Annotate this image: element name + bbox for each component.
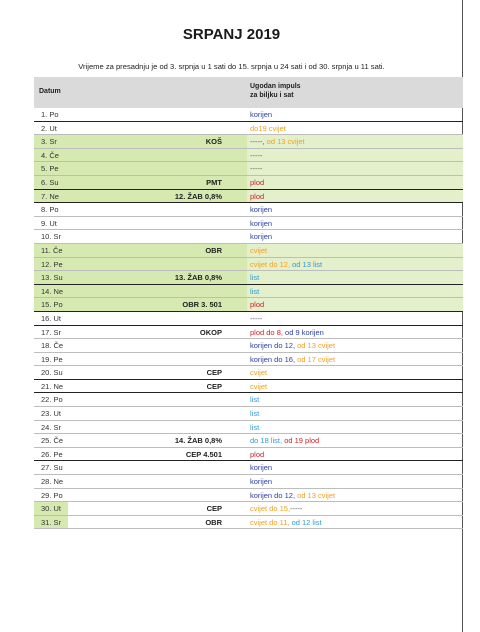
impulse-value: [250, 339, 463, 352]
impulse-part: list: [250, 409, 260, 419]
day-label: 9. Ut: [41, 218, 57, 228]
table-row: [34, 380, 463, 394]
impulse-value: [250, 285, 463, 298]
day-label: 17. Sr: [41, 327, 62, 337]
impulse-value: [250, 203, 463, 216]
treatment-mark: CEP: [206, 504, 222, 514]
impulse-value: [250, 258, 463, 271]
impulse-part: cvijet: [250, 368, 268, 378]
treatment-mark: OKOP: [199, 327, 222, 337]
impulse-value: [250, 502, 463, 515]
table-row: [34, 407, 463, 421]
impulse-value: [250, 516, 463, 529]
table-row: [34, 516, 463, 530]
impulse-part: -----,: [250, 137, 267, 147]
page-title: SRPANJ 2019: [182, 26, 281, 43]
impulse-part: cvijet: [250, 245, 268, 255]
day-label: 27. Su: [41, 463, 63, 473]
impulse-part: plod: [250, 177, 265, 187]
impulse-part: od 13 cvijet: [297, 341, 336, 351]
day-label: 8. Po: [41, 205, 59, 215]
impulse-part: od 19 plod: [284, 436, 320, 446]
treatment-mark: PMT: [206, 177, 222, 187]
table-row: [34, 230, 463, 244]
header-impulse-line1: Ugodan impuls: [250, 83, 301, 90]
impulse-value: [250, 149, 463, 162]
table-row: [34, 217, 463, 231]
impulse-part: -----: [250, 150, 263, 160]
impulse-part: cvijet do 12,: [250, 259, 293, 269]
day-label: 20. Su: [41, 368, 63, 378]
table-row: [34, 312, 463, 326]
table-row: [34, 162, 463, 176]
treatment-mark: OBR: [205, 517, 222, 527]
impulse-part: do19 cvijet: [250, 123, 286, 133]
impulse-part: plod do 8,: [250, 327, 286, 337]
table-row: [34, 203, 463, 217]
table-row: [34, 366, 463, 380]
impulse-value: [250, 122, 463, 135]
impulse-part: -----: [250, 313, 263, 323]
day-label: 29. Po: [41, 490, 63, 500]
impulse-part: korijen do 12,: [250, 490, 298, 500]
impulse-part: od 13 list: [292, 259, 323, 269]
day-label: 1. Po: [41, 110, 59, 119]
table-row: [34, 475, 463, 489]
treatment-mark: 13. ŽAB 0,8%: [174, 273, 222, 283]
day-label: 7. Ne: [41, 191, 59, 201]
day-label: 3. Sr: [41, 137, 57, 147]
impulse-part: korijen: [250, 477, 273, 487]
impulse-value: [250, 298, 463, 311]
table-row: [34, 421, 463, 435]
day-label: 4. Če: [41, 150, 59, 160]
day-label: 14. Ne: [41, 286, 64, 296]
impulse-value: [250, 475, 463, 488]
impulse-value: [250, 461, 463, 474]
impulse-part: list: [250, 286, 260, 296]
impulse-part: korijen: [250, 218, 273, 228]
impulse-part: korijen: [250, 205, 273, 215]
treatment-mark: OBR: [205, 245, 222, 255]
table-row: [34, 244, 463, 258]
impulse-value: [250, 108, 463, 121]
table-row: [34, 190, 463, 204]
impulse-value: [250, 230, 463, 243]
day-label: 21. Ne: [41, 381, 64, 391]
calendar-table: [34, 77, 463, 529]
impulse-value: [250, 393, 463, 406]
day-label: 26. Pe: [41, 449, 63, 459]
day-label: 16. Ut: [41, 313, 62, 323]
table-row: [34, 393, 463, 407]
day-label: 13. Su: [41, 273, 63, 283]
table-row: [34, 326, 463, 340]
treatment-mark: 12. ŽAB 0,8%: [174, 191, 222, 201]
treatment-mark: OBR 3. 501: [182, 300, 222, 310]
impulse-value: [250, 421, 463, 434]
table-row: [34, 258, 463, 272]
day-label: 2. Ut: [41, 123, 57, 133]
impulse-value: [250, 217, 463, 230]
table-row: [34, 298, 463, 312]
table-row: [34, 489, 463, 503]
treatment-mark: CEP: [206, 368, 222, 378]
transplant-note: Vrijeme za presadnju je od 3. srpnja u 1 sati do 15. srpnja u 24 sati i od 30. srpnja u 11 sati.: [78, 62, 385, 71]
table-row: [34, 135, 463, 149]
impulse-part: plod: [250, 449, 265, 459]
table-row: [34, 434, 463, 448]
day-label: 25. Če: [41, 436, 64, 446]
impulse-value: [250, 271, 463, 284]
impulse-value: [250, 244, 463, 257]
impulse-part: od 13 cvijet: [266, 137, 305, 147]
impulse-part: list: [250, 273, 260, 283]
impulse-value: [250, 162, 463, 175]
impulse-value: [250, 489, 463, 502]
header-date: Datum: [39, 88, 61, 95]
table-row: [34, 353, 463, 367]
table-row: [34, 176, 463, 190]
day-label: 10. Sr: [41, 232, 62, 242]
table-row: [34, 448, 463, 462]
impulse-value: [250, 312, 463, 325]
impulse-value: [250, 190, 463, 203]
day-label: 18. Če: [41, 341, 64, 351]
impulse-value: [250, 448, 463, 461]
impulse-value: [250, 434, 463, 447]
impulse-value: [250, 407, 463, 420]
impulse-part: od 17 cvijet: [297, 354, 336, 364]
treatment-mark: KOŠ: [205, 137, 222, 147]
impulse-value: [250, 366, 463, 379]
table-row: [34, 271, 463, 285]
day-label: 11. Če: [41, 245, 63, 255]
impulse-part: do 18 list,: [250, 436, 285, 446]
header-impulse-line2: za biljku i sat: [250, 92, 294, 99]
table-row: [34, 149, 463, 163]
day-label: 31. Sr: [34, 516, 68, 529]
impulse-part: list: [250, 422, 260, 432]
day-label: 6. Su: [41, 177, 59, 187]
impulse-part: cvijet: [250, 381, 268, 391]
impulse-part: korijen: [250, 110, 273, 119]
header-impulse: [250, 82, 301, 100]
impulse-part: cvijet do 15,: [250, 504, 291, 514]
impulse-part: korijen: [250, 463, 273, 473]
day-label: 22. Po: [41, 395, 63, 405]
impulse-part: plod: [250, 191, 265, 201]
impulse-part: cvijet do 11,: [250, 517, 292, 527]
impulse-part: korijen do 16,: [250, 354, 298, 364]
day-label: 23. Ut: [41, 409, 62, 419]
table-row: [34, 122, 463, 136]
table-row: [34, 461, 463, 475]
table-header: [34, 77, 463, 108]
table-body: [34, 108, 463, 529]
impulse-part: plod: [250, 300, 265, 310]
impulse-part: korijen: [250, 232, 273, 242]
treatment-mark: CEP: [206, 381, 222, 391]
impulse-value: [250, 135, 463, 148]
impulse-part: od 12 list: [291, 517, 322, 527]
impulse-part: od 9 korijen: [285, 327, 324, 337]
impulse-part: -----: [290, 504, 303, 514]
day-label: 12. Pe: [41, 259, 63, 269]
table-row: [34, 108, 463, 122]
impulse-value: [250, 176, 463, 189]
table-row: [34, 339, 463, 353]
impulse-value: [250, 380, 463, 393]
impulse-part: od 13 cvijet: [297, 490, 336, 500]
impulse-part: -----: [250, 164, 263, 174]
table-row: [34, 285, 463, 299]
day-label: 30. Ut: [34, 502, 68, 515]
impulse-value: [250, 353, 463, 366]
table-row: [34, 502, 463, 516]
treatment-mark: 14. ŽAB 0,8%: [174, 436, 222, 446]
impulse-part: korijen do 12,: [250, 341, 298, 351]
impulse-value: [250, 326, 463, 339]
day-label: 5. Pe: [41, 164, 59, 174]
treatment-mark: CEP 4.501: [185, 449, 222, 459]
day-label: 19. Pe: [41, 354, 63, 364]
day-label: 24. Sr: [41, 422, 62, 432]
impulse-part: list: [250, 395, 260, 405]
day-label: 28. Ne: [41, 477, 64, 487]
day-label: 15. Po: [41, 300, 63, 310]
